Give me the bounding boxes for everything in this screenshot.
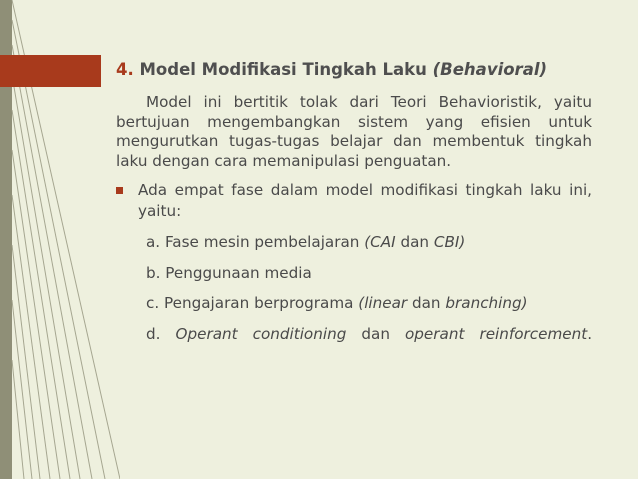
item-b-text: b. Penggunaan media (146, 263, 312, 282)
item-d-mid: dan (346, 324, 405, 343)
item-c-text: c. Pengajaran berprograma (146, 294, 359, 312)
accent-block (0, 55, 101, 87)
list-item-a (116, 233, 592, 253)
list-item-d (116, 325, 592, 345)
item-a-italic-2: CBI) (433, 233, 466, 251)
bullet-text: Ada empat fase dalam model modifikasi tingkah laku ini, yaitu: (138, 181, 592, 220)
item-d-italic-1: Operant conditioning (175, 324, 347, 343)
heading-title: Model Modifikasi Tingkah Laku (139, 60, 427, 79)
item-a-italic-1: (CAI (364, 233, 396, 251)
item-c-italic-1: (linear (358, 294, 408, 312)
item-d-suffix: . (587, 324, 593, 343)
bullet-item (116, 180, 592, 222)
item-a-text: a. Fase mesin pembelajaran (146, 233, 365, 251)
intro-paragraph: Model ini bertitik tolak dari Teori Behavioristik, yaitu bertujuan mengembangkan sistem yang efisien untuk mengurutkan tugas-tugas belajar dan membentuk tingkah laku dengan cara memanipulasi penguatan. (116, 93, 592, 170)
list-item-c (116, 294, 592, 314)
slide-content (116, 56, 592, 344)
item-a-mid: dan (395, 233, 434, 251)
bullet-square-icon (116, 187, 123, 194)
item-d-italic-2: operant reinforcement (405, 324, 588, 343)
heading-subtitle: (Behavioral) (432, 60, 548, 79)
item-c-italic-2: branching) (445, 294, 528, 312)
item-d-prefix: d. (146, 324, 176, 343)
item-c-mid: dan (407, 294, 446, 312)
heading-number: 4. (116, 60, 134, 79)
slide-heading (116, 56, 592, 84)
list-item-b (116, 264, 592, 284)
